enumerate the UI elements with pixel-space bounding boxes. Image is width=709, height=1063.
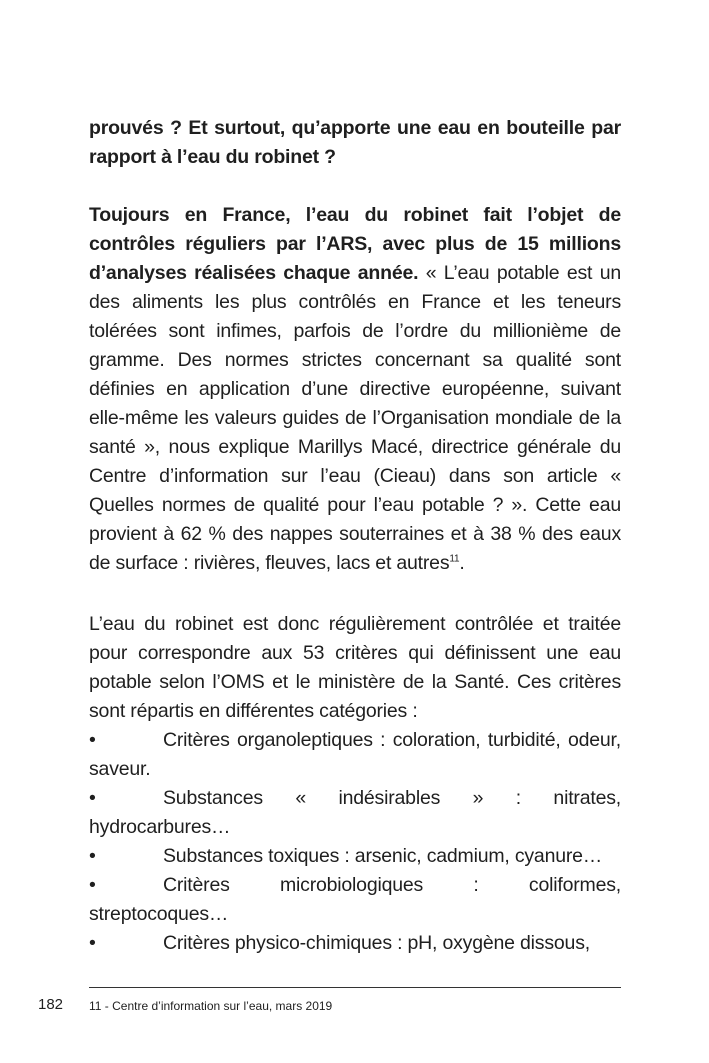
footnote-text: 11 - Centre d’information sur l’eau, mars 2019	[89, 999, 333, 1013]
list-item	[89, 726, 621, 784]
paragraph-controls	[89, 201, 621, 578]
list-item-text: Critères physico-chimiques : pH, oxygène dissous,	[163, 932, 590, 954]
criteria-list	[89, 726, 621, 958]
footnote-reference: 11	[449, 553, 460, 565]
bullet-icon: •	[89, 874, 96, 896]
page-number: 182	[38, 996, 64, 1013]
paragraph-controls-bold-text: Toujours en France, l’eau du robinet fait l’objet de contrôles réguliers par l’ARS, avec plus de 15 millions d’analyses réalisées chaque année.	[89, 204, 621, 284]
paragraph-criteria	[89, 610, 621, 726]
footnote-divider	[89, 987, 621, 988]
list-item-text: Critères organoleptiques : coloration, turbidité, odeur, saveur.	[89, 729, 621, 780]
list-item-text: Substances toxiques : arsenic, cadmium, cyanure…	[163, 845, 603, 867]
paragraph-continuation	[89, 114, 621, 172]
bullet-icon: •	[89, 932, 96, 954]
bullet-icon: •	[89, 787, 96, 809]
paragraph-controls-end: .	[459, 552, 465, 574]
list-item	[89, 871, 621, 929]
list-item-text: Substances « indésirables » : nitrates, hydrocarbures…	[89, 787, 621, 838]
list-item	[89, 784, 621, 842]
list-item	[89, 842, 621, 871]
paragraph-controls-quote-text: « L’eau potable est un des aliments les plus contrôlés en France et les teneurs tolérées sont infimes, parfois de l’ordre du millionième de gramme. Des normes strictes concernant sa qualité sont définies en application d’une directive européenne, suivant elle-même les valeurs guides de l’Organisation mondiale de la santé », nous explique Marillys Macé, directrice générale du Centre d’information sur l’eau (Cieau) dans son article « Quelles normes de qualité pour l’eau potable ? ». Cette eau provient à 62 % des nappes souterraines et à 38 % des eaux de surface : rivières, fleuves, lacs et autres	[89, 262, 621, 574]
paragraph-criteria-text: L’eau du robinet est donc régulièrement contrôlée et traitée pour correspondre aux 53 critères qui définissent une eau potable selon l’OMS et le ministère de la Santé. Ces critères sont répartis en différentes catégories :	[89, 613, 621, 722]
paragraph-continuation-text: prouvés ? Et surtout, qu’apporte une eau en bouteille par rapport à l’eau du robinet ?	[89, 117, 621, 168]
bullet-icon: •	[89, 729, 96, 751]
list-item-text: Critères microbiologiques : coliformes, streptocoques…	[89, 874, 621, 925]
list-item	[89, 929, 621, 958]
bullet-icon: •	[89, 845, 96, 867]
